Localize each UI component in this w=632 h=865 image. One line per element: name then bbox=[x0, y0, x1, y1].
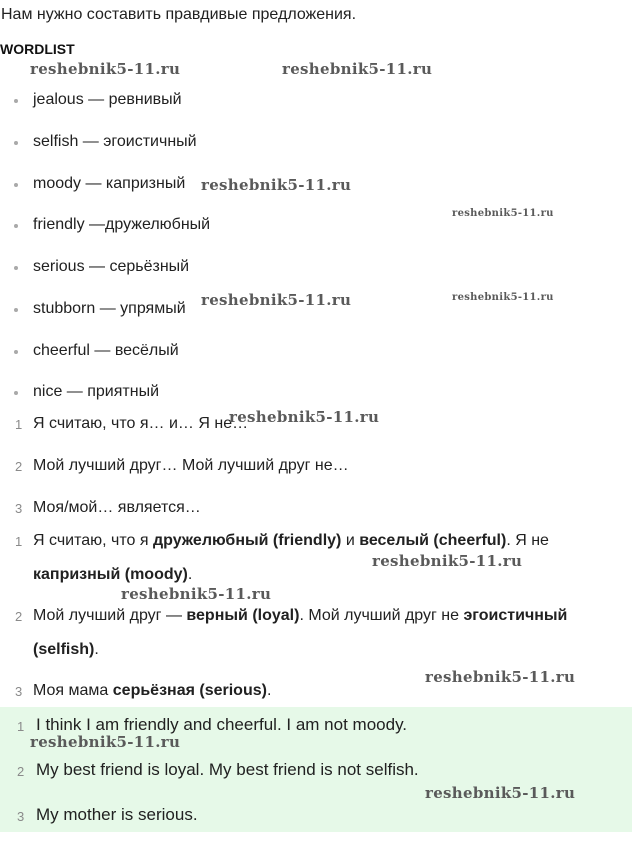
answer-text: Моя мама bbox=[33, 682, 113, 699]
answer-line bbox=[33, 565, 192, 585]
answer-text: . bbox=[266, 682, 272, 699]
answer-text: . bbox=[94, 641, 99, 658]
watermark: reshebnik5-11.ru bbox=[229, 408, 380, 426]
watermark: reshebnik5-11.ru bbox=[30, 733, 181, 751]
watermark: reshebnik5-11.ru bbox=[30, 60, 181, 78]
item-number: 3 bbox=[15, 501, 23, 516]
watermark: reshebnik5-11.ru bbox=[425, 784, 576, 802]
answer-highlight: капризный (moody) bbox=[33, 566, 188, 583]
answer-en-text: My mother is serious. bbox=[36, 805, 198, 824]
bullet-icon bbox=[14, 266, 18, 270]
answer-line bbox=[33, 606, 567, 626]
answer-en-text: My best friend is loyal. My best friend is not selfish. bbox=[36, 760, 419, 779]
bullet-icon bbox=[14, 141, 18, 145]
answer-text: Я считаю, что я bbox=[33, 532, 153, 549]
item-number: 2 bbox=[15, 459, 23, 474]
intro-text: Нам нужно составить правдивые предложения. bbox=[1, 6, 357, 23]
answer-text: . bbox=[187, 566, 193, 583]
wordlist-heading: WORDLIST bbox=[0, 41, 75, 57]
answer-line bbox=[33, 681, 271, 701]
item-number: 1 bbox=[15, 417, 23, 432]
answer-line bbox=[33, 640, 99, 660]
answer-text: и bbox=[341, 532, 360, 549]
english-answers-panel bbox=[0, 707, 632, 832]
answer-highlight: серьёзная (serious) bbox=[112, 682, 267, 699]
answer-text: Мой лучший друг — bbox=[33, 607, 187, 624]
bullet-icon bbox=[14, 183, 18, 187]
bullet-icon bbox=[14, 224, 18, 228]
item-number: 1 bbox=[17, 719, 25, 734]
item-number: 2 bbox=[17, 764, 25, 779]
prompt-text: Моя/мой… является… bbox=[33, 499, 201, 516]
item-number: 3 bbox=[17, 809, 25, 824]
watermark: reshebnik5-11.ru bbox=[121, 585, 272, 603]
bullet-icon bbox=[14, 99, 18, 103]
item-number: 1 bbox=[15, 534, 23, 549]
prompt-text: Мой лучший друг… Мой лучший друг не… bbox=[33, 457, 349, 474]
watermark: reshebnik5-11.ru bbox=[372, 552, 523, 570]
answer-line bbox=[33, 531, 549, 551]
watermark: reshebnik5-11.ru bbox=[452, 208, 554, 219]
answer-highlight: эгоистичный bbox=[463, 607, 568, 624]
prompt-text: Я считаю, что я… и… Я не… bbox=[33, 415, 249, 432]
bullet-icon bbox=[14, 308, 18, 312]
item-number: 2 bbox=[15, 609, 23, 624]
bullet-icon bbox=[14, 350, 18, 354]
watermark: reshebnik5-11.ru bbox=[201, 176, 352, 194]
watermark: reshebnik5-11.ru bbox=[282, 60, 433, 78]
item-number: 3 bbox=[15, 684, 23, 699]
answer-highlight: верный (loyal) bbox=[186, 607, 300, 624]
answer-highlight: веселый (cheerful) bbox=[359, 532, 507, 549]
answer-en-text: I think I am friendly and cheerful. I am not moody. bbox=[36, 715, 408, 734]
answer-highlight: дружелюбный (friendly) bbox=[152, 532, 342, 549]
answer-text: . Я не bbox=[506, 532, 549, 549]
watermark: reshebnik5-11.ru bbox=[452, 292, 554, 303]
answer-highlight: (selfish) bbox=[33, 641, 95, 658]
answer-text: . Мой лучший друг не bbox=[299, 607, 464, 624]
bullet-icon bbox=[14, 391, 18, 395]
watermark: reshebnik5-11.ru bbox=[425, 668, 576, 686]
watermark: reshebnik5-11.ru bbox=[201, 291, 352, 309]
